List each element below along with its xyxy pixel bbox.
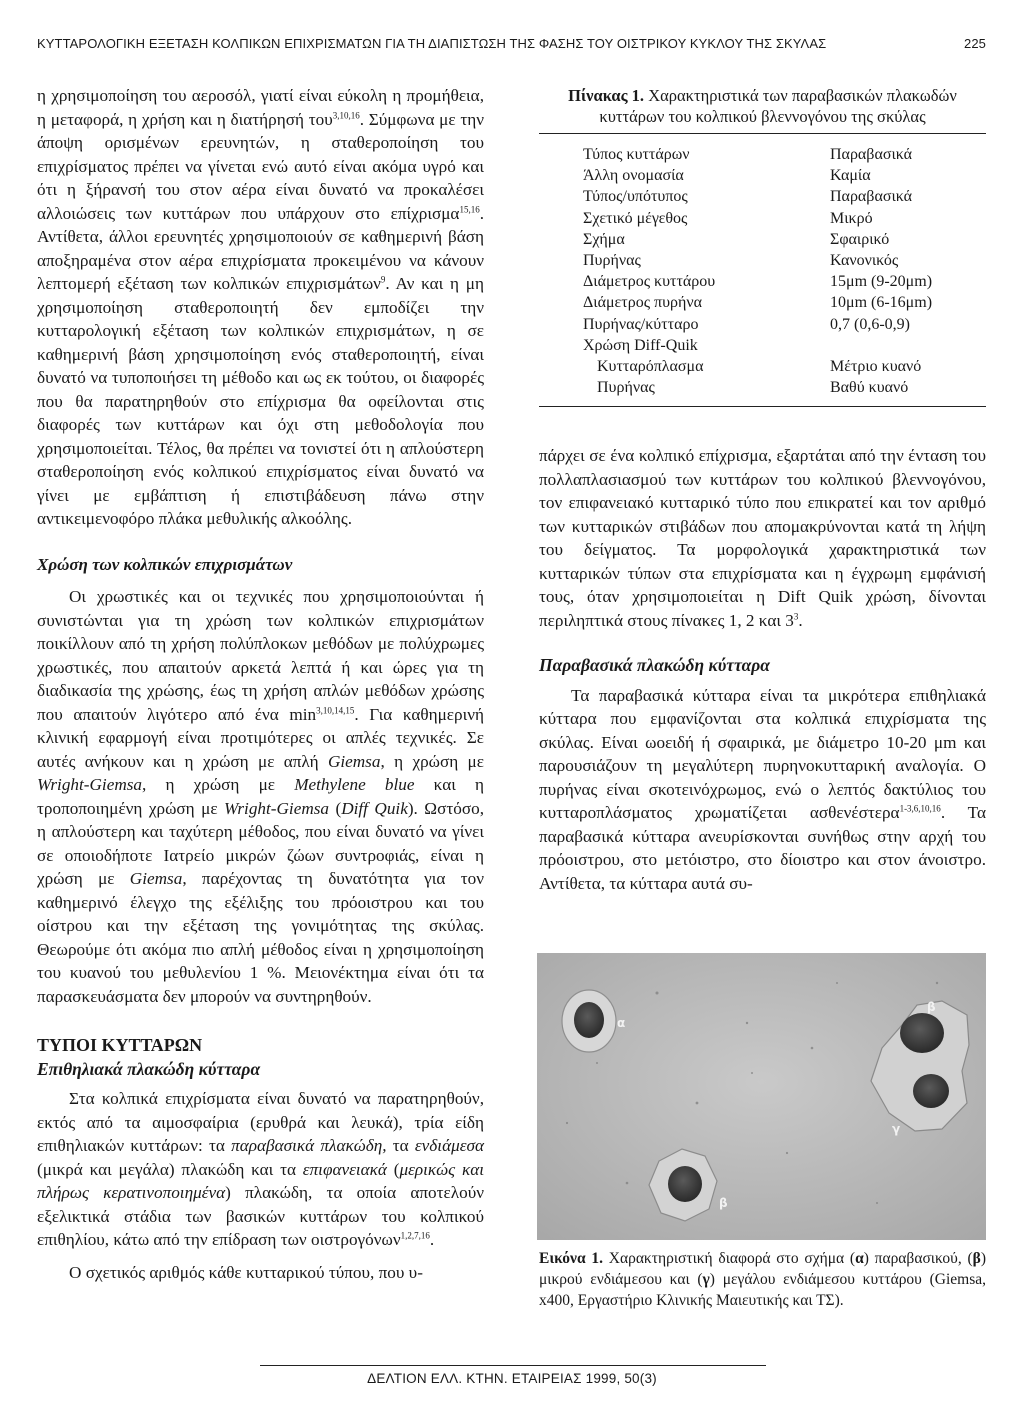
table-cell-value: Σφαιρικό [830, 230, 890, 248]
table-row [539, 377, 986, 398]
section-heading-parabasal: Παραβασικά πλακώδη κύτταρα [539, 655, 770, 675]
section-heading-staining: Χρώση των κολπικών επιχρισμάτων [37, 554, 293, 574]
citation: 1,2,7,16 [400, 1230, 430, 1241]
table-bottom-rule [539, 406, 986, 407]
text-run: , παρέχοντας τη δυνατότητα για τον καθημερινό έλεγχο της εξέλιξης του πρόοιστρου και του οίστρου και την εξέταση της γονιμότητας της σκύλας. Θεωρούμε ότι ακόμα πιο απλή μέθοδος είναι η χρησιμοποίηση του κυανού του μεθυλενίου 1 %. Μειονέκτημα είναι ότι τα παρασκευάσματα δεν μπορούν να συντηρηθούν. [37, 869, 484, 1006]
table-cell-property: Πυρήνας/κύτταρο [583, 315, 699, 333]
section-heading-epithelial: Επιθηλιακά πλακώδη κύτταρα [37, 1058, 261, 1079]
right-column [539, 444, 986, 895]
table-caption-text: Χαρακτηριστικά των παραβασικών πλακωδών κυττάρων του κολπικού βλεννογόνου της σκύλας [599, 86, 957, 126]
journal-footer: ΔΕΛΤΙΟΝ ΕΛΛ. ΚΤΗΝ. ΕΤΑΙΡΕΙΑΣ 1999, 50(3) [367, 1371, 657, 1386]
citation: 3,10,14,15 [316, 704, 355, 715]
text-run: . Αν και η μη χρησιμοποίηση σταθεροποιητή δεν εμποδίζει την κυτταρολογική εξέταση των κολπικών επιχρισμάτων, η σε καθημερινή βάση χρησιμοποίηση ενός σταθεροποιητή, είναι δυνατό να τυποποιήσει τη μέθοδο και ως εκ τούτου, οι διαφορές που θα παρατηρηθούν στο επίχρισμα θα οφείλονται στις διαφορές των κυττάρων και όχι στη μεθοδολογία που χρησιμοποιείται. Τέλος, θα πρέπει να τονιστεί ότι η απλούστερη σταθεροποίηση ενός κολπικού επιχρίσματος είναι δυνατό να γίνει με εμβάπτιση ή επιστιβάδευση πάνω στην αντικειμενοφόρο πλάκα μεθυλικής αλκοόλης. [37, 274, 484, 528]
table-cell-value: Βαθύ κυανό [830, 379, 909, 397]
text-run: ) παραβασικού, ( [863, 1250, 973, 1267]
figure-mark: β [972, 1250, 981, 1267]
citation: 3,10,16 [332, 109, 360, 120]
table-top-rule [539, 133, 986, 134]
text-run: ). Ωστόσο, η απλούστερη και ταχύτερη μέθοδος, που είναι δυνατό να γίνει σε οποιοδήποτε Ιατρείο μικρών ζώων συντροφιάς, είναι η χρώση με [37, 798, 484, 888]
text-run: (μικρά και μεγάλα) πλακώδη και τα [37, 1159, 303, 1179]
paragraph-relative-number: Ο σχετικός αριθμός κάθε κυτταρικού τύπου, που υ- [69, 1262, 423, 1282]
italic-term: επιφανειακά [302, 1159, 387, 1179]
italic-term: μερικώς και πλήρως κερατινοποιημένα [37, 1159, 484, 1202]
table-row [539, 144, 986, 165]
citation: 1-3,6,10,16 [899, 803, 941, 814]
table-cell-value: Καμία [830, 167, 871, 185]
table-cell-property: Πυρήνας [583, 252, 641, 270]
table-cell-property: Σχήμα [583, 230, 625, 248]
text-run: , η χρώση με [380, 751, 484, 771]
left-column [37, 84, 484, 1284]
text-run: . Αντίθετα, άλλοι ερευνητές χρησιμοποιούν σε καθημερινή βάση αποξηραμένα στον αέρα επιχρίσματα προκειμένου να κάνουν λεπτομερή εξέταση των κολπικών επιχρισμάτων [37, 203, 484, 293]
table-label: Πίνακας 1. [568, 86, 645, 105]
table-row [539, 356, 986, 377]
footer-rule [260, 1365, 766, 1366]
table-cell-value: 15μm (9-20μm) [830, 273, 933, 291]
micrograph-image [537, 953, 986, 1240]
text-run: ) μεγάλου ενδιάμεσου κυττάρου (Giemsa, x400, Εργαστήριο Κλινικής Μαιευτικής και ΤΣ). [539, 1271, 986, 1309]
table-cell-value: 10μm (6-16μm) [830, 294, 933, 312]
citation: 9 [380, 274, 386, 285]
table-1 [539, 85, 986, 407]
table-cell-property: Σχετικό μέγεθος [583, 209, 688, 227]
table-cell-property: Άλλη ονομασία [583, 167, 684, 185]
text-run: και η τροποποιημένη χρώση με [37, 775, 484, 818]
text-run: . [429, 1230, 435, 1249]
table-cell-value: Παραβασικά [830, 188, 913, 206]
table-cell-value: Κανονικός [830, 252, 899, 270]
table-row [539, 271, 986, 292]
italic-term: Methylene blue [294, 775, 415, 794]
paragraph-fixation [37, 84, 484, 531]
table-row [539, 229, 986, 250]
table-cell-value: Μικρό [830, 209, 873, 227]
paragraph-cell-proportion [539, 444, 986, 632]
italic-term: παραβασικά πλακώδη, [231, 1136, 387, 1155]
table-caption [539, 85, 986, 127]
text-run: Τα παραβασικά κύτταρα είναι τα μικρότερα επιθηλιακά κύτταρα που εμφανίζονται στα κολπικά επιχρίσματα της σκύλας. Είναι ωοειδή ή σφαιρικά, με διάμετρο 10-20 μm και παρουσιάζουν τη μεγαλύτερη πυρηνοκυτταρική αναλογία. Ο πυρήνας είναι σκοτεινόχρωμος, ενώ ο λεπτός δακτύλιος του κυτταροπλάσματος χρωματίζεται ασθενέστερα [539, 685, 986, 822]
major-heading-cell-types: ΤΥΠΟΙ ΚΥΤΤΑΡΩΝ [37, 1035, 203, 1055]
figure-caption [539, 1248, 986, 1311]
italic-term: Giemsa [129, 869, 183, 888]
table-row [539, 335, 986, 356]
text-run: Στα κολπικά επιχρίσματα είναι δυνατό να παρατηρηθούν, εκτός από τα αιμοσφαίρια (ερυθρά και λευκά), τρία είδη επιθηλιακών κυττάρων: τα [37, 1089, 484, 1155]
table-body [539, 144, 986, 398]
text-run: , η χρώση με [142, 775, 295, 794]
table-row [539, 314, 986, 335]
italic-term: Giemsa [327, 751, 381, 771]
text-run: ( [386, 1159, 400, 1179]
table-row [539, 165, 986, 186]
figure-label-b-top: β [927, 1000, 936, 1014]
running-header [37, 36, 986, 56]
table-row [539, 292, 986, 313]
paragraph-parabasal [539, 684, 986, 896]
table-cell-property: Χρώση Diff-Quik [583, 336, 698, 354]
running-title: ΚΥΤΤΑΡΟΛΟΓΙΚΗ ΕΞΕΤΑΣΗ ΚΟΛΠΙΚΩΝ ΕΠΙΧΡΙΣΜΑΤΩΝ ΓΙΑ ΤΗ ΔΙΑΠΙΣΤΩΣΗ ΤΗΣ ΦΑΣΗΣ ΤΟΥ ΟΙΣΤΡΙΚΟΥ ΚΥΚΛΟΥ ΤΗΣ ΣΚΥΛΑΣ [37, 36, 827, 51]
figure-caption-label: Εικόνα 1. [539, 1250, 604, 1267]
table-cell-property: Τύπος κυττάρων [583, 146, 690, 163]
table-row [539, 186, 986, 207]
paragraph-epithelial [37, 1087, 484, 1252]
table-cell-property: Τύπος/υπότυπος [583, 188, 688, 206]
table-row [539, 208, 986, 229]
text-run: η χρησιμοποίηση του αεροσόλ, γιατί είναι εύκολη η προμήθεια, η μεταφορά, η χρήση και η διατήρησή του [37, 86, 484, 129]
italic-term: Diff Quik [341, 798, 408, 818]
text-run: τα [386, 1136, 415, 1155]
table-row [539, 250, 986, 271]
italic-term: Wright-Giemsa [37, 775, 143, 794]
italic-term: ενδιάμεσα [414, 1136, 484, 1155]
table-cell-value: Παραβασικά [830, 146, 913, 163]
table-cell-value [830, 335, 986, 356]
figure-label-a: α [617, 1016, 626, 1030]
text-run: . Σύμφωνα με την άποψη ορισμένων ερευνητών, η σταθεροποίηση του επιχρίσματος πρέπει να γίνεται ενώ αυτό είναι ακόμα υγρό και ότι η ξήρανσή του στον αέρα είναι δυνατό να προκαλέσει αλλοιώσεις των κυττάρων που υπάρχουν στο επίχρισμα [37, 109, 484, 223]
paragraph-staining [37, 585, 484, 1008]
figure-mark: α [855, 1250, 864, 1267]
figure-label-g: γ [892, 1122, 901, 1136]
text-run: ) μικρού ενδιάμεσου και ( [539, 1250, 986, 1288]
table-cell-value: 0,7 (0,6-0,9) [830, 315, 910, 333]
table-cell-property: Κυτταρόπλασμα [597, 358, 704, 376]
text-run: πάρχει σε ένα κολπικό επίχρισμα, εξαρτάται από την ένταση του πολλαπλασιασμού των κυττάρων του κολπικού βλεννογόνου, τον επιφανειακό κυτταρικό τύπο που επικρατεί και τον αριθμό των κυτταρικών στιβάδων που απομακρύνονται κατά τη λήψη του δείγματος. Τα μορφολογικά χαρακτηριστικά των κυτταρικών τύπων στα επιχρίσματα και η έγχρωμη εμφάνισή τους, όταν χρησιμοποιείται η Dift Quik χρώση, δίνονται περιληπτικά στους πίνακες 1, 2 και 3 [539, 446, 986, 630]
citation: 3 [793, 610, 799, 621]
text-run: . Τα παραβασικά κύτταρα ανευρίσκονται συνήθως στην αρχή του πρόοιστρου, στο μετόιστρο, στο δίοιστρο και στον άνοιστρο. Αντίθετα, τα κύτταρα αυτά συ- [539, 803, 986, 893]
text-run: Οι χρωστικές και οι τεχνικές που χρησιμοποιούνται ή συνιστώνται για τη χρώση των κολπικών επιχρισμάτων ποικίλλουν από τη χρήση πολύπλοκων μεθόδων με πολύχρωμες χρωστικές, που απαιτούν αρκετά λεπτά ή και ώρες για τη διαδικασία της χρώσης, έως τη χρήση απλών μεθόδων χρώσης που απαιτούν λιγότερο από ένα min [37, 587, 484, 724]
citation: 15,16 [459, 203, 480, 214]
text-run: . Για καθημερινή κλινική εφαρμογή είναι προτιμότερες οι απλές τεχνικές. Σε αυτές ανήκουν και η χρώση με απλή [37, 704, 484, 771]
table-cell-property: Διάμετρος κυττάρου [583, 273, 716, 291]
table-cell-property: Διάμετρος πυρήνα [583, 294, 702, 312]
text-run: ) πλακώδη, τα οποία αποτελούν εξελικτικά στάδια των βασικών κυττάρων του κολπικού επιθηλίου, κάτω από την επίδραση των οιστρογόνων [37, 1183, 484, 1249]
figure-label-b-bottom: β [719, 1196, 728, 1210]
micrograph-figure [537, 953, 986, 1240]
figure-mark: γ [702, 1271, 710, 1288]
cell-parabasal [562, 990, 616, 1052]
text-run: ( [329, 798, 342, 818]
table-cell-value: Μέτριο κυανό [830, 358, 922, 376]
italic-term: Wright-Giemsa [224, 798, 330, 818]
text-run: . [798, 610, 803, 630]
page-number: 225 [964, 36, 986, 51]
table-cell-property: Πυρήνας [597, 379, 655, 397]
text-run: Χαρακτηριστική διαφορά στο σχήμα ( [603, 1250, 856, 1267]
